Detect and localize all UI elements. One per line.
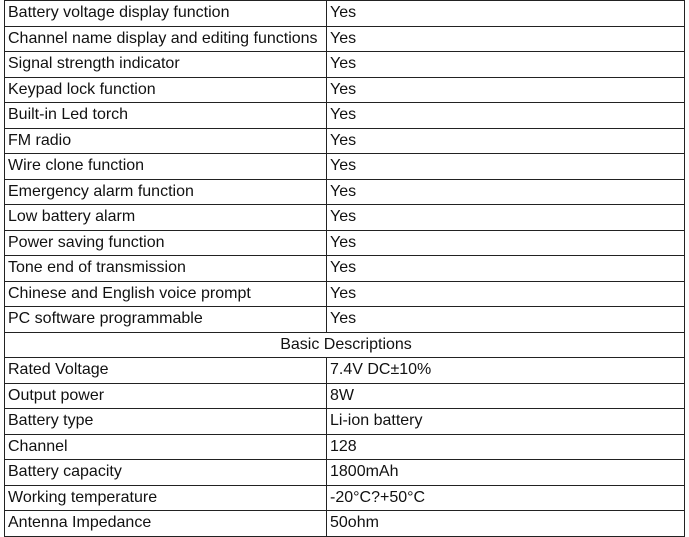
- spec-name: Antenna Impedance: [5, 511, 327, 537]
- table-row: [5, 485, 685, 511]
- spec-name: Channel: [5, 434, 327, 460]
- feature-value: Yes: [327, 281, 685, 307]
- feature-value: Yes: [327, 230, 685, 256]
- feature-name: Emergency alarm function: [5, 179, 327, 205]
- feature-name: Tone end of transmission: [5, 256, 327, 282]
- table-row: [5, 230, 685, 256]
- section-header: Basic Descriptions: [5, 332, 685, 358]
- table-row: [5, 154, 685, 180]
- table-row: [5, 281, 685, 307]
- spec-value: -20°C?+50°C: [327, 485, 685, 511]
- feature-value: Yes: [327, 256, 685, 282]
- feature-name: Low battery alarm: [5, 205, 327, 231]
- table-row: [5, 205, 685, 231]
- feature-name: Battery voltage display function: [5, 1, 327, 27]
- table-row: [5, 52, 685, 78]
- feature-name: FM radio: [5, 128, 327, 154]
- section-header-row: [5, 332, 685, 358]
- table-row: [5, 358, 685, 384]
- spec-name: Working temperature: [5, 485, 327, 511]
- feature-value: Yes: [327, 77, 685, 103]
- table-row: [5, 434, 685, 460]
- spec-value: 8W: [327, 383, 685, 409]
- table-row: [5, 1, 685, 27]
- feature-value: Yes: [327, 26, 685, 52]
- feature-value: Yes: [327, 179, 685, 205]
- table-row: [5, 179, 685, 205]
- feature-value: Yes: [327, 52, 685, 78]
- spec-name: Output power: [5, 383, 327, 409]
- feature-value: Yes: [327, 128, 685, 154]
- table-row: [5, 511, 685, 537]
- table-row: [5, 307, 685, 333]
- feature-name: Wire clone function: [5, 154, 327, 180]
- spec-value: 7.4V DC±10%: [327, 358, 685, 384]
- spec-value: 128: [327, 434, 685, 460]
- spec-sheet: [4, 0, 685, 537]
- feature-name: Channel name display and editing functions: [5, 26, 327, 52]
- table-row: [5, 26, 685, 52]
- spec-name: Rated Voltage: [5, 358, 327, 384]
- feature-name: Chinese and English voice prompt: [5, 281, 327, 307]
- feature-value: Yes: [327, 103, 685, 129]
- feature-name: Built-in Led torch: [5, 103, 327, 129]
- feature-name: PC software programmable: [5, 307, 327, 333]
- feature-value: Yes: [327, 1, 685, 27]
- spec-name: Battery capacity: [5, 460, 327, 486]
- table-row: [5, 256, 685, 282]
- feature-name: Keypad lock function: [5, 77, 327, 103]
- spec-name: Battery type: [5, 409, 327, 435]
- table-row: [5, 409, 685, 435]
- feature-value: Yes: [327, 307, 685, 333]
- spec-value: Li-ion battery: [327, 409, 685, 435]
- spec-value: 1800mAh: [327, 460, 685, 486]
- feature-value: Yes: [327, 205, 685, 231]
- table-row: [5, 128, 685, 154]
- table-row: [5, 460, 685, 486]
- spec-value: 50ohm: [327, 511, 685, 537]
- table-row: [5, 383, 685, 409]
- table-row: [5, 103, 685, 129]
- table-row: [5, 77, 685, 103]
- feature-value: Yes: [327, 154, 685, 180]
- feature-name: Power saving function: [5, 230, 327, 256]
- spec-table: [4, 0, 685, 537]
- feature-name: Signal strength indicator: [5, 52, 327, 78]
